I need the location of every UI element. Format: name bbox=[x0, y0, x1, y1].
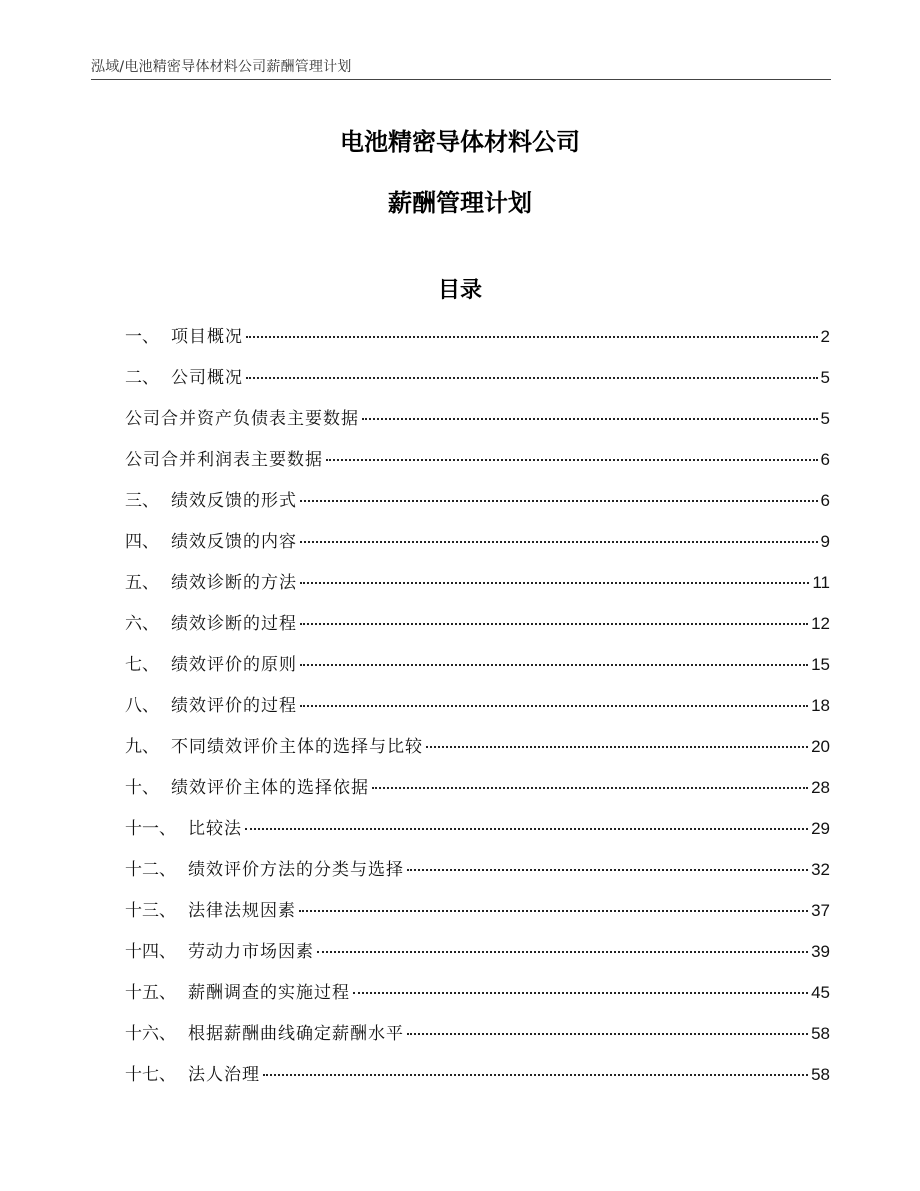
toc-entry-label: 绩效评价方法的分类与选择 bbox=[188, 860, 404, 880]
toc-entry-label: 根据薪酬曲线确定薪酬水平 bbox=[188, 1024, 404, 1044]
toc-entry[interactable] bbox=[125, 937, 830, 978]
toc-dot-leader bbox=[372, 787, 808, 789]
toc-dot-leader bbox=[300, 664, 808, 666]
toc-entry[interactable] bbox=[125, 404, 830, 445]
toc-entry[interactable] bbox=[125, 527, 830, 568]
toc-entry-label: 绩效评价主体的选择依据 bbox=[171, 778, 369, 798]
toc-entry-page-number: 28 bbox=[811, 778, 830, 797]
toc-dot-leader bbox=[263, 1074, 808, 1076]
toc-entry-page-number: 45 bbox=[811, 983, 830, 1002]
toc-entry-page-number: 39 bbox=[811, 942, 830, 961]
toc-entry-page-number: 29 bbox=[811, 819, 830, 838]
toc-entry-label: 绩效反馈的内容 bbox=[171, 532, 297, 552]
toc-dot-leader bbox=[362, 418, 818, 420]
toc-entry-number: 十三、 bbox=[125, 901, 176, 921]
toc-entry[interactable] bbox=[125, 691, 830, 732]
toc-entry-number: 十、 bbox=[125, 778, 159, 798]
toc-dot-leader bbox=[299, 910, 808, 912]
toc-entry-label: 绩效诊断的过程 bbox=[171, 614, 297, 634]
toc-entry-label: 公司合并资产负债表主要数据 bbox=[125, 409, 359, 429]
toc-entry-label: 绩效评价的原则 bbox=[171, 655, 297, 675]
toc-entry-number: 四、 bbox=[125, 532, 159, 552]
toc-dot-leader bbox=[426, 746, 808, 748]
toc-entry-page-number: 32 bbox=[811, 860, 830, 879]
toc-entry[interactable] bbox=[125, 568, 830, 609]
toc-entry-page-number: 18 bbox=[811, 696, 830, 715]
toc-entry[interactable] bbox=[125, 814, 830, 855]
toc-entry-page-number: 12 bbox=[811, 614, 830, 633]
toc-entry-label: 比较法 bbox=[188, 819, 242, 839]
toc-entry[interactable] bbox=[125, 1060, 830, 1101]
toc-entry-page-number: 6 bbox=[820, 450, 830, 469]
toc-entry[interactable] bbox=[125, 363, 830, 404]
toc-entry[interactable] bbox=[125, 486, 830, 527]
toc-heading: 目录 bbox=[437, 278, 482, 303]
toc-entry-number: 五、 bbox=[125, 573, 159, 593]
toc-dot-leader bbox=[407, 1033, 808, 1035]
toc-entry-page-number: 20 bbox=[811, 737, 830, 756]
toc-dot-leader bbox=[300, 500, 818, 502]
document-title: 电池精密导体材料公司 bbox=[340, 128, 580, 156]
toc-entry-number: 三、 bbox=[125, 491, 159, 511]
toc-entry-number: 十二、 bbox=[125, 860, 176, 880]
toc-entry[interactable] bbox=[125, 650, 830, 691]
toc-entry-label: 公司概况 bbox=[171, 368, 243, 388]
toc-entry-number: 九、 bbox=[125, 737, 159, 757]
toc-entry[interactable] bbox=[125, 978, 830, 1019]
toc-entry[interactable] bbox=[125, 445, 830, 486]
header-divider bbox=[91, 79, 831, 80]
toc-entry-label: 绩效诊断的方法 bbox=[171, 573, 297, 593]
toc-entry-label: 薪酬调查的实施过程 bbox=[188, 983, 350, 1003]
toc-entry-page-number: 5 bbox=[820, 409, 830, 428]
toc-entry-number: 七、 bbox=[125, 655, 159, 675]
toc-entry-page-number: 11 bbox=[812, 573, 830, 592]
toc-entry-label: 公司合并利润表主要数据 bbox=[125, 450, 323, 470]
toc-dot-leader bbox=[317, 951, 808, 953]
toc-dot-leader bbox=[353, 992, 808, 994]
toc-entry-page-number: 37 bbox=[811, 901, 830, 920]
toc-entry-number: 一、 bbox=[125, 327, 159, 347]
toc-entry-page-number: 15 bbox=[811, 655, 830, 674]
toc-dot-leader bbox=[300, 705, 808, 707]
toc-entry-number: 十一、 bbox=[125, 819, 176, 839]
toc-entry-number: 六、 bbox=[125, 614, 159, 634]
document-subtitle: 薪酬管理计划 bbox=[388, 189, 532, 217]
toc-entry-label: 劳动力市场因素 bbox=[188, 942, 314, 962]
running-header: 泓域/电池精密导体材料公司薪酬管理计划 bbox=[91, 59, 352, 75]
table-of-contents bbox=[125, 322, 830, 1101]
toc-entry-label: 绩效评价的过程 bbox=[171, 696, 297, 716]
toc-entry-label: 法律法规因素 bbox=[188, 901, 296, 921]
toc-entry-page-number: 5 bbox=[820, 368, 830, 387]
toc-entry-page-number: 58 bbox=[811, 1024, 830, 1043]
toc-entry[interactable] bbox=[125, 773, 830, 814]
toc-entry-label: 不同绩效评价主体的选择与比较 bbox=[171, 737, 423, 757]
toc-entry[interactable] bbox=[125, 609, 830, 650]
toc-entry[interactable] bbox=[125, 1019, 830, 1060]
toc-entry-number: 十六、 bbox=[125, 1024, 176, 1044]
toc-entry[interactable] bbox=[125, 855, 830, 896]
toc-entry-number: 八、 bbox=[125, 696, 159, 716]
toc-entry-page-number: 6 bbox=[820, 491, 830, 510]
toc-dot-leader bbox=[246, 377, 818, 379]
toc-dot-leader bbox=[300, 582, 809, 584]
toc-entry-page-number: 2 bbox=[820, 327, 830, 346]
toc-entry[interactable] bbox=[125, 896, 830, 937]
toc-entry[interactable] bbox=[125, 322, 830, 363]
toc-dot-leader bbox=[300, 541, 818, 543]
toc-entry-number: 十四、 bbox=[125, 942, 176, 962]
toc-entry-label: 项目概况 bbox=[171, 327, 243, 347]
toc-entry-page-number: 9 bbox=[820, 532, 830, 551]
toc-entry-page-number: 58 bbox=[811, 1065, 830, 1084]
toc-dot-leader bbox=[407, 869, 808, 871]
toc-entry-label: 法人治理 bbox=[188, 1065, 260, 1085]
toc-dot-leader bbox=[300, 623, 808, 625]
toc-dot-leader bbox=[245, 828, 808, 830]
toc-dot-leader bbox=[246, 336, 818, 338]
toc-dot-leader bbox=[326, 459, 818, 461]
toc-entry-label: 绩效反馈的形式 bbox=[171, 491, 297, 511]
toc-entry-number: 十七、 bbox=[125, 1065, 176, 1085]
toc-entry[interactable] bbox=[125, 732, 830, 773]
toc-entry-number: 二、 bbox=[125, 368, 159, 388]
toc-entry-number: 十五、 bbox=[125, 983, 176, 1003]
